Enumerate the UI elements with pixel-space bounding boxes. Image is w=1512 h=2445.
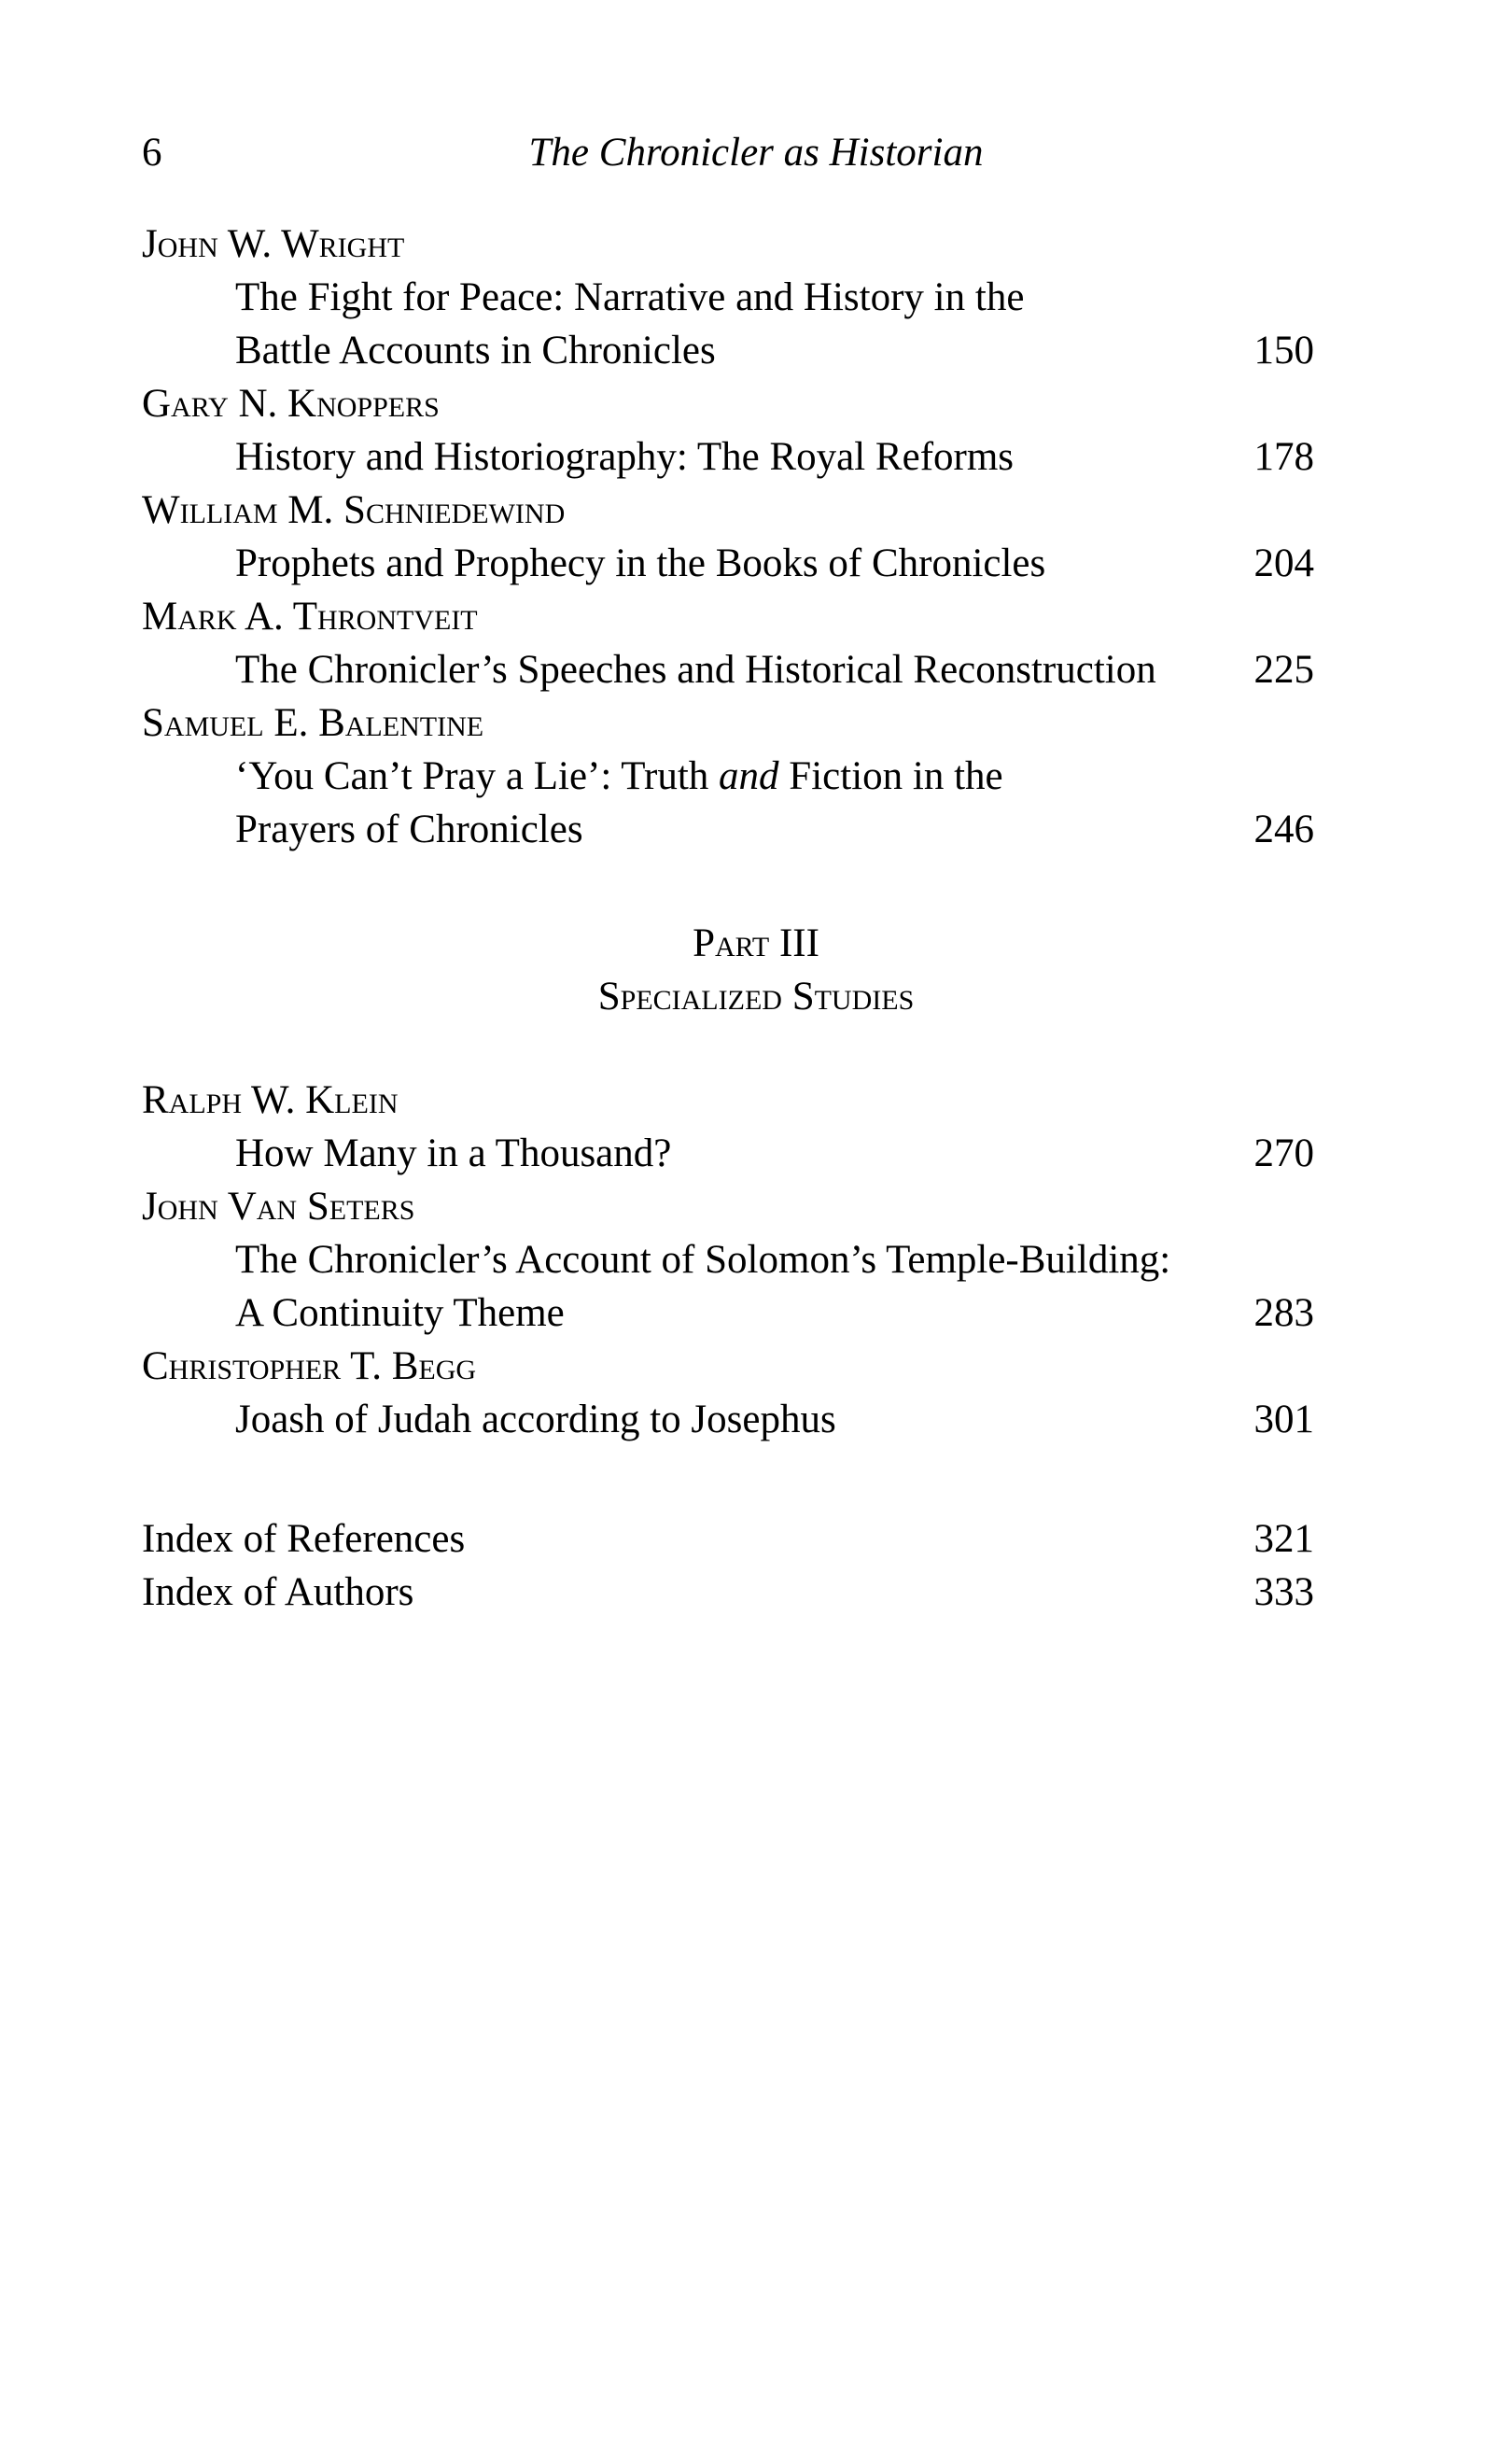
toc-title-line (142, 1286, 1314, 1340)
toc-section-back-matter (142, 1512, 1314, 1619)
toc-title-text: Prayers of Chronicles (235, 808, 583, 851)
toc-index-line (142, 1512, 1314, 1566)
toc-title-text: Prophets and Prophecy in the Books of Chronicles (235, 541, 1046, 585)
toc-index-line (142, 1566, 1314, 1619)
toc-page-number: 204 (1253, 541, 1314, 585)
toc-title-line (142, 537, 1314, 590)
toc-title-text: The Fight for Peace: Narrative and History in the (235, 275, 1025, 319)
part-heading (170, 917, 1342, 1023)
toc-author: Gary N. Knoppers (142, 382, 440, 426)
toc-title-text: The Chronicler’s Speeches and Historical Reconstruction (235, 648, 1156, 692)
toc-page-number: 246 (1253, 808, 1314, 851)
toc-author: John W. Wright (142, 222, 405, 266)
toc-page-number: 283 (1253, 1291, 1314, 1335)
toc-page-number: 321 (1253, 1517, 1314, 1561)
toc-title-text: Fiction in the (778, 754, 1003, 798)
toc-title-text: A Continuity Theme (235, 1291, 565, 1335)
toc-author: William M. Schniedewind (142, 488, 566, 532)
toc-section-part2 (142, 218, 1314, 856)
toc-page-number: 270 (1253, 1131, 1314, 1175)
toc-title-text: History and Historiography: The Royal Reforms (235, 435, 1015, 479)
toc-author: Mark A. Throntveit (142, 595, 478, 639)
toc-title-line (142, 324, 1314, 377)
toc-author: Christopher T. Begg (142, 1344, 477, 1388)
page-number-folio: 6 (142, 131, 162, 175)
toc-section-part3 (142, 1074, 1314, 1446)
toc-entry-klein (142, 1074, 1314, 1180)
toc-title-line (142, 803, 1314, 856)
toc-title-text: The Chronicler’s Account of Solomon’s Temple-Building: (235, 1238, 1171, 1282)
toc-author: Samuel E. Balentine (142, 701, 484, 745)
toc-page-number: 333 (1253, 1570, 1314, 1614)
toc-entry-knoppers (142, 377, 1314, 484)
toc-page-number: 178 (1253, 435, 1314, 479)
running-header (0, 126, 1512, 179)
toc-title-text-italic: and (719, 754, 779, 798)
toc-index-text: Index of References (142, 1517, 466, 1561)
toc-title-line (142, 1127, 1314, 1180)
table-of-contents (142, 218, 1314, 1619)
toc-author: Ralph W. Klein (142, 1078, 399, 1122)
toc-entry-wright (142, 218, 1314, 377)
toc-title-text: Joash of Judah according to Josephus (235, 1398, 836, 1441)
toc-entry-schniedewind (142, 484, 1314, 590)
toc-title-text: ‘You Can’t Pray a Lie’: Truth (235, 754, 720, 798)
part-heading-part: Part III (693, 921, 819, 965)
toc-title-line (142, 1233, 1314, 1286)
toc-title-text: Battle Accounts in Chronicles (235, 329, 716, 372)
toc-entry-van-seters (142, 1180, 1314, 1340)
toc-title-line (142, 430, 1314, 484)
toc-entry-throntveit (142, 590, 1314, 696)
toc-title-line (142, 1393, 1314, 1446)
toc-entry-balentine (142, 696, 1314, 856)
toc-entry-begg (142, 1340, 1314, 1446)
toc-index-text: Index of Authors (142, 1570, 414, 1614)
running-title: The Chronicler as Historian (528, 131, 984, 175)
toc-author: John Van Seters (142, 1185, 415, 1229)
toc-page-number: 301 (1253, 1398, 1314, 1441)
toc-page-number: 150 (1253, 329, 1314, 372)
part-heading-title: Specialized Studies (597, 975, 915, 1019)
toc-title-line (142, 271, 1314, 324)
toc-page-number: 225 (1253, 648, 1314, 692)
toc-title-line (142, 643, 1314, 696)
toc-title-text: How Many in a Thousand? (235, 1131, 672, 1175)
toc-title-line (142, 750, 1314, 803)
